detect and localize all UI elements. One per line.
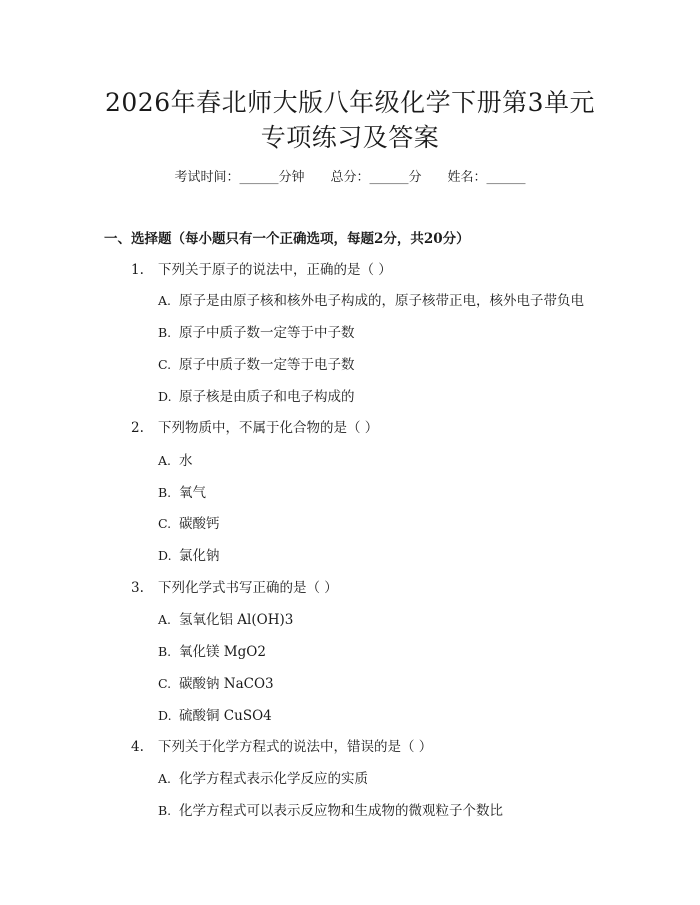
option-text: 氯化钠 — [179, 548, 220, 564]
option-letter: B. — [158, 485, 172, 500]
question-3-option-b — [158, 643, 266, 661]
option-text: 化学方程式可以表示反应物和生成物的微观粒子个数比 — [179, 803, 503, 819]
option-letter: A. — [158, 771, 172, 786]
option-letter: A. — [158, 453, 172, 468]
option-letter: C. — [158, 676, 172, 691]
exam-meta — [0, 169, 700, 187]
option-letter: D. — [158, 708, 172, 723]
question-2-option-b — [158, 484, 206, 502]
question-number: 2. — [131, 420, 144, 436]
option-text: 原子是由原子核和核外电子构成的，原子核带正电，核外电子带负电 — [179, 293, 584, 309]
option-letter: A. — [158, 612, 172, 627]
question-3-option-a — [158, 611, 293, 629]
question-number: 1. — [131, 262, 144, 278]
question-number: 4. — [131, 739, 144, 755]
question-1-option-a — [158, 292, 584, 310]
document-title-line2: 专项练习及答案 — [260, 123, 440, 152]
option-letter: B. — [158, 325, 172, 340]
option-text: 原子中质子数一定等于中子数 — [179, 325, 355, 341]
question-stem: 下列关于化学方程式的说法中，错误的是（ ） — [158, 739, 433, 755]
option-letter: C. — [158, 516, 172, 531]
option-text: 氧气 — [179, 485, 206, 501]
option-letter: B. — [158, 803, 172, 818]
exam-total-score: 总分：______分 — [330, 170, 422, 185]
question-3 — [131, 579, 338, 597]
option-text: 原子中质子数一定等于电子数 — [179, 357, 355, 373]
option-letter: B. — [158, 644, 172, 659]
option-text: 原子核是由质子和电子构成的 — [179, 389, 355, 405]
question-1-option-b — [158, 324, 355, 342]
option-text: 碳酸钙 — [179, 516, 220, 532]
question-stem: 下列化学式书写正确的是（ ） — [158, 580, 338, 596]
option-text: 硫酸铜 CuSO4 — [179, 708, 272, 724]
question-1 — [131, 261, 392, 279]
section-heading-multiple-choice: 一、选择题（每小题只有一个正确选项，每题2分，共20分） — [104, 231, 470, 247]
option-text: 碳酸钠 NaCO3 — [179, 676, 274, 692]
question-4-option-a — [158, 770, 368, 788]
question-stem: 下列关于原子的说法中，正确的是（ ） — [158, 262, 392, 278]
question-2 — [131, 419, 378, 437]
option-letter: D. — [158, 548, 172, 563]
document-title-line1: 2026年春北师大版八年级化学下册第3单元 — [104, 88, 596, 117]
option-text: 氢氧化铝 Al(OH)3 — [179, 612, 294, 628]
question-number: 3. — [131, 580, 144, 596]
question-1-option-c — [158, 356, 355, 374]
question-1-option-d — [158, 388, 355, 406]
question-3-option-d — [158, 707, 272, 725]
option-text: 氧化镁 MgO2 — [179, 644, 266, 660]
option-text: 化学方程式表示化学反应的实质 — [179, 771, 368, 787]
question-2-option-d — [158, 547, 220, 565]
option-letter: C. — [158, 357, 172, 372]
option-letter: A. — [158, 293, 172, 308]
question-3-option-c — [158, 675, 274, 693]
question-2-option-a — [158, 452, 193, 470]
option-letter: D. — [158, 389, 172, 404]
student-name: 姓名：______ — [447, 170, 526, 185]
question-4 — [131, 738, 432, 756]
question-2-option-c — [158, 515, 220, 533]
option-text: 水 — [179, 453, 193, 469]
question-stem: 下列物质中，不属于化合物的是（ ） — [158, 420, 379, 436]
question-4-option-b — [158, 802, 503, 820]
exam-time: 考试时间：______分钟 — [174, 170, 305, 185]
